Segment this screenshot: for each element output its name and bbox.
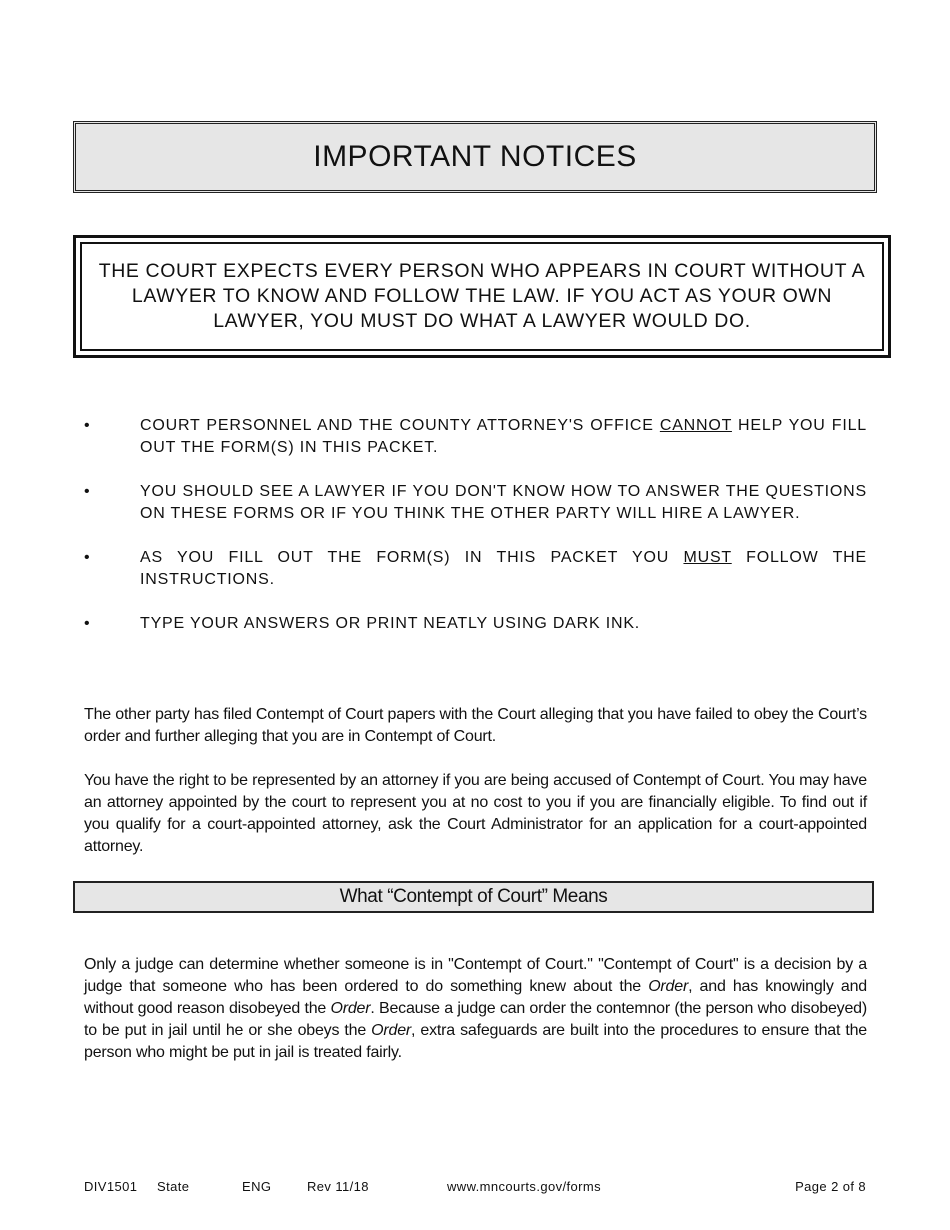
notices-title-box — [73, 121, 877, 193]
footer-url[interactable]: www.mncourts.gov/forms — [447, 1179, 602, 1194]
footer-scope: State — [157, 1179, 190, 1194]
paragraph-contempt-definition: Only a judge can determine whether someone is in "Contempt of Court." "Contempt of Court" is a decision by a judge that someone who has been ordered to do something knew about the Order, and has knowingly and without good reason disobeyed the Order. Because a judge can order the contemnor (the person who disobeyed) to be put in jail until he or she obeys the Order, extra safeguards are built into the procedures to ensure that the person who might be put in jail is treated fairly. — [84, 956, 868, 1061]
bullet-text-ink: TYPE YOUR ANSWERS OR PRINT NEATLY USING DARK INK. — [140, 615, 641, 632]
bullet-text-personnel: COURT PERSONNEL AND THE COUNTY ATTORNEY'S OFFICE CANNOT HELP YOU FILL OUT THE FORM(S) IN THIS PACKET. — [140, 417, 867, 456]
paragraph-contempt-filed: The other party has filed Contempt of Court papers with the Court alleging that you have failed to obey the Court’s order and further alleging that you are in Contempt of Court. — [84, 706, 867, 745]
bullet-icon: • — [84, 615, 90, 632]
footer-form-id: DIV1501 — [84, 1179, 138, 1194]
page-footer — [0, 1179, 950, 1197]
section-heading: What “Contempt of Court” Means — [339, 886, 608, 907]
bullet-icon: • — [84, 549, 90, 566]
notice-bullet-list — [84, 415, 867, 657]
bullet-icon: • — [84, 417, 90, 434]
bullet-text-lawyer: YOU SHOULD SEE A LAWYER IF YOU DON'T KNOW HOW TO ANSWER THE QUESTIONS ON THESE FORMS OR IF YOU THINK THE OTHER PARTY WILL HIRE A LAWYER. — [140, 483, 867, 522]
section-heading-box — [73, 881, 874, 913]
list-item — [84, 547, 867, 591]
list-item — [84, 613, 867, 635]
emphasis-cannot: CANNOT — [659, 417, 732, 434]
list-item — [84, 415, 867, 459]
footer-page-number: Page 2 of 8 — [795, 1179, 866, 1194]
footer-language: ENG — [242, 1179, 272, 1194]
warning-text: THE COURT EXPECTS EVERY PERSON WHO APPEARS IN COURT WITHOUT A LAWYER TO KNOW AND FOLLOW THE LAW. IF YOU ACT AS YOUR OWN LAWYER, YOU MUST DO WHAT A LAWYER WOULD DO. — [98, 260, 866, 332]
warning-box — [73, 235, 891, 358]
warning-inner-box — [80, 242, 884, 351]
bullet-icon: • — [84, 483, 90, 500]
footer-revision: Rev 11/18 — [307, 1179, 369, 1194]
list-item — [84, 481, 867, 525]
bullet-text-instructions: AS YOU FILL OUT THE FORM(S) IN THIS PACKET YOU MUST FOLLOW THE INSTRUCTIONS. — [140, 549, 867, 588]
emphasis-must: MUST — [683, 549, 732, 566]
paragraph-right-to-attorney: You have the right to be represented by an attorney if you are being accused of Contempt of Court. You may have an attorney appointed by the court to represent you at no cost to you if you are financially eligible. To find out if you qualify for a court-appointed attorney, ask the Court Administrator for an application for a court-appointed attorney. — [84, 772, 867, 855]
page-title: IMPORTANT NOTICES — [313, 140, 637, 173]
